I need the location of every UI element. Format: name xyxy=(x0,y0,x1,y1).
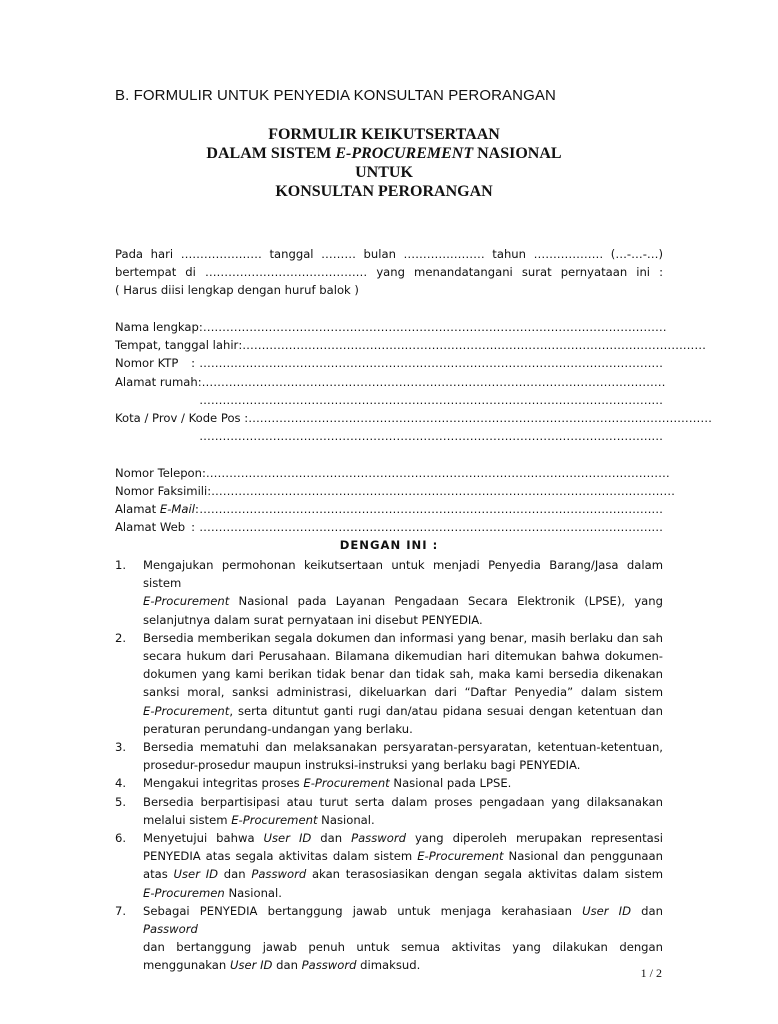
dengan-ini-heading: DENGAN INI : xyxy=(339,538,439,552)
text-line: E-Procurement Nasional pada Layanan Pengadaan Secara Elektronik (LPSE), yang xyxy=(143,594,663,609)
intro-paragraph xyxy=(115,245,663,300)
list-item-number: 2. xyxy=(115,630,127,645)
page-number: 1 / 2 xyxy=(640,966,662,980)
field-fill-line[interactable]: ………………………………………………………………………………………………………… xyxy=(199,520,663,535)
field-label: Tempat, tanggal lahir xyxy=(115,338,239,353)
field-colon: : xyxy=(191,520,196,535)
field-label: Alamat rumah xyxy=(115,374,198,389)
intro-line-place: bertempat di …………………………………… yang menandatangani surat pernyataan ini : xyxy=(115,265,663,280)
field-fill-line[interactable]: ………………………………………………………………………………………………………… xyxy=(211,483,675,498)
text-line: dan bertanggung jawab penuh untuk semua aktivitas yang dilakukan dengan xyxy=(143,940,663,955)
field-label: Alamat E-Mail xyxy=(115,501,195,516)
field-colon: : xyxy=(197,374,202,389)
list-item-number: 5. xyxy=(115,794,127,809)
list-item xyxy=(115,738,663,774)
title-line-3: UNTUK xyxy=(355,164,413,181)
field-row xyxy=(115,518,663,536)
text-line: sanksi moral, sanksi administrasi, dikeluarkan dari “Daftar Penyedia” dalam sistem xyxy=(143,685,663,700)
title-line-1: FORMULIR KEIKUTSERTAAN xyxy=(268,126,500,143)
field-row xyxy=(115,464,670,482)
title-line-4: KONSULTAN PERORANGAN xyxy=(275,183,493,200)
list-item-number: 1. xyxy=(115,558,127,572)
text-line: Bersedia memberikan segala dokumen dan informasi yang benar, masih berlaku dan sah xyxy=(143,630,663,645)
text-line: E-Procurement, serta dituntut ganti rugi dan/atau pidana sesuai dengan ketentuan dan xyxy=(143,703,663,718)
list-item-number: 6. xyxy=(115,831,127,846)
list-item xyxy=(115,629,663,738)
title-line-2: DALAM SISTEM E-PROCUREMENT NASIONAL xyxy=(206,145,562,162)
text-line: Mengakui integritas proses E-Procurement Nasional pada LPSE. xyxy=(143,776,512,791)
field-row xyxy=(115,409,712,427)
field-fill-line[interactable]: ………………………………………………………………………………………………………… xyxy=(242,338,706,353)
list-item xyxy=(115,774,663,792)
field-label: Kota / Prov / Kode Pos : xyxy=(115,410,249,425)
field-label: Nama lengkap xyxy=(115,320,199,334)
identity-fields xyxy=(115,318,712,536)
list-item xyxy=(115,829,663,902)
text-line: Bersedia berpartisipasi atau turut serta dalam proses pengadaan yang dilaksanakan xyxy=(143,794,663,809)
field-row xyxy=(115,373,666,391)
field-colon: : xyxy=(191,356,196,371)
field-fill-line[interactable]: ………………………………………………………………………………………………………… xyxy=(248,410,712,425)
field-fill-line[interactable]: ………………………………………………………………………………………………………… xyxy=(205,465,670,480)
field-gap xyxy=(115,445,663,463)
field-row xyxy=(115,500,663,518)
field-colon: : xyxy=(238,338,243,353)
list-item-number: 3. xyxy=(115,740,127,755)
text-line: Sebagai PENYEDIA bertanggung jawab untuk menjaga kerahasiaan User ID dan Password xyxy=(143,903,663,937)
field-row xyxy=(115,354,663,372)
field-label xyxy=(115,427,199,445)
list-item-text xyxy=(143,902,663,975)
text-line: selanjutnya dalam surat pernyataan ini disebut PENYEDIA. xyxy=(143,612,483,627)
field-label xyxy=(115,391,199,409)
text-line: E-Procuremen Nasional. xyxy=(143,885,282,900)
field-row xyxy=(115,482,675,500)
list-item-text xyxy=(143,556,663,629)
list-item-text xyxy=(143,829,663,902)
list-item-number: 7. xyxy=(115,903,127,918)
text-line: menggunakan User ID dan Password dimaksud. xyxy=(143,958,421,973)
text-line: secara hukum dari Perusahaan. Bilamana dikemudian hari ditemukan bahwa dokumen- xyxy=(143,649,663,664)
text-line: prosedur-prosedur maupun instruksi-instruksi yang berlaku bagi PENYEDIA. xyxy=(143,758,581,773)
list-item-number: 4. xyxy=(115,776,127,791)
field-label: Nomor KTP xyxy=(115,356,179,371)
field-fill-line[interactable]: ………………………………………………………………………………………………………… xyxy=(199,501,663,516)
intro-line-note: ( Harus diisi lengkap dengan huruf balok ) xyxy=(115,283,359,298)
statement-list xyxy=(115,556,663,975)
list-item xyxy=(115,902,663,975)
field-row xyxy=(115,427,663,445)
form-title xyxy=(0,125,768,201)
text-line: PENYEDIA atas segala aktivitas dalam sistem E-Procurement Nasional dan penggunaan xyxy=(143,849,663,864)
list-item xyxy=(115,793,663,829)
field-colon: : xyxy=(194,501,199,516)
text-line: Mengajukan permohonan keikutsertaan untuk menjadi Penyedia Barang/Jasa dalam sistem xyxy=(143,558,663,591)
field-fill-line[interactable]: ………………………………………………………………………………………………………… xyxy=(202,320,667,334)
text-line: Menyetujui bahwa User ID dan Password yang diperoleh merupakan representasi xyxy=(143,831,663,846)
section-heading: B. FORMULIR UNTUK PENYEDIA KONSULTAN PERORANGAN xyxy=(115,87,556,104)
field-row xyxy=(115,391,663,409)
text-line: Bersedia mematuhi dan melaksanakan persyaratan-persyaratan, ketentuan-ketentuan, xyxy=(143,740,663,755)
field-label: Alamat Web xyxy=(115,520,186,535)
text-line: melalui sistem E-Procurement Nasional. xyxy=(143,812,375,827)
field-colon: : xyxy=(198,320,203,334)
list-item-text xyxy=(143,793,663,829)
intro-line-date: Pada hari ………………… tanggal ……… bulan ………………… tahun ……………… (…-…-…) xyxy=(115,247,663,261)
field-colon: : xyxy=(202,465,206,480)
list-item-text xyxy=(143,629,663,738)
field-row xyxy=(115,336,706,354)
field-fill-line[interactable]: ………………………………………………………………………………………………………… xyxy=(199,429,663,444)
list-item xyxy=(115,556,663,629)
field-fill-line[interactable]: ………………………………………………………………………………………………………… xyxy=(201,374,666,389)
field-row xyxy=(115,318,667,336)
text-line: atas User ID dan Password akan terasosiasikan dengan segala aktivitas dalam sistem xyxy=(143,867,664,882)
field-fill-line[interactable]: ………………………………………………………………………………………………………… xyxy=(199,392,663,407)
field-fill-line[interactable]: ………………………………………………………………………………………………………… xyxy=(199,356,663,371)
field-colon: : xyxy=(207,483,212,498)
field-label: Nomor Faksimili xyxy=(115,483,208,498)
field-label: Nomor Telepon xyxy=(115,465,203,480)
text-line: peraturan perundang-undangan yang berlaku. xyxy=(143,721,413,736)
text-line: dokumen yang kami berikan tidak benar dan tidak sah, maka kami bersedia dikenakan xyxy=(143,667,663,682)
list-item-text xyxy=(143,774,663,792)
list-item-text xyxy=(143,738,663,774)
